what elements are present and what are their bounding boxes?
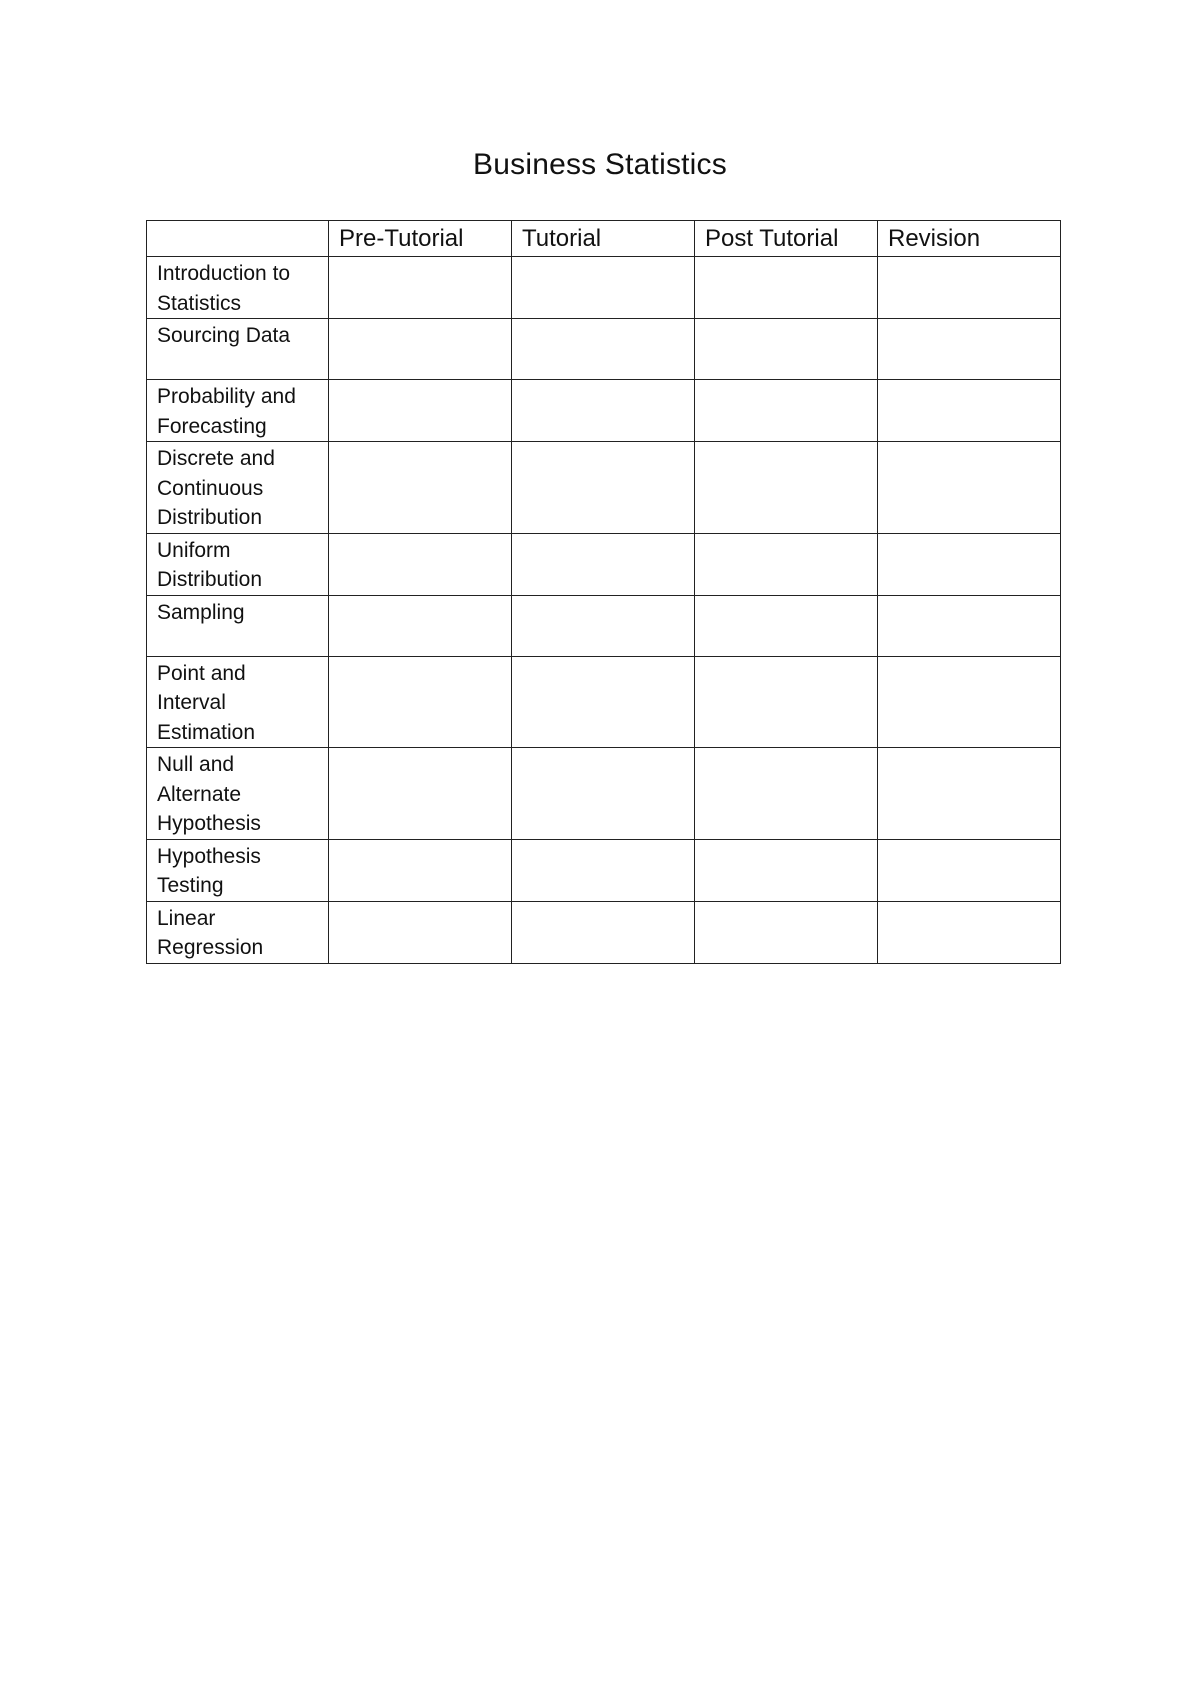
table-row: [147, 656, 1061, 748]
post-tutorial-cell: [695, 442, 878, 534]
topic-cell: Introduction to Statistics: [147, 257, 329, 319]
revision-cell: [878, 380, 1061, 442]
table-row: [147, 839, 1061, 901]
post-tutorial-cell: [695, 901, 878, 963]
tutorial-cell: [512, 901, 695, 963]
pre-tutorial-cell: [329, 533, 512, 595]
table-row: [147, 319, 1061, 380]
topic-cell: Sourcing Data: [147, 319, 329, 380]
revision-cell: [878, 257, 1061, 319]
table-row: [147, 595, 1061, 656]
pre-tutorial-cell: [329, 257, 512, 319]
page-title: Business Statistics: [473, 148, 727, 181]
study-tracker-table: [146, 220, 1061, 964]
header-cell-revision: Revision: [878, 221, 1061, 257]
table-row: [147, 257, 1061, 319]
pre-tutorial-cell: [329, 380, 512, 442]
revision-cell: [878, 656, 1061, 748]
topic-cell: Linear Regression: [147, 901, 329, 963]
tutorial-cell: [512, 595, 695, 656]
pre-tutorial-cell: [329, 901, 512, 963]
topic-cell: Null and Alternate Hypothesis: [147, 748, 329, 840]
tutorial-cell: [512, 839, 695, 901]
tutorial-cell: [512, 257, 695, 319]
table-row: [147, 380, 1061, 442]
post-tutorial-cell: [695, 748, 878, 840]
table-row: [147, 901, 1061, 963]
revision-cell: [878, 839, 1061, 901]
table-header-row: [147, 221, 1061, 257]
pre-tutorial-cell: [329, 748, 512, 840]
topic-cell: Probability and Forecasting: [147, 380, 329, 442]
revision-cell: [878, 442, 1061, 534]
tutorial-cell: [512, 380, 695, 442]
post-tutorial-cell: [695, 257, 878, 319]
table-row: [147, 442, 1061, 534]
tutorial-cell: [512, 533, 695, 595]
post-tutorial-cell: [695, 533, 878, 595]
post-tutorial-cell: [695, 380, 878, 442]
revision-cell: [878, 319, 1061, 380]
revision-cell: [878, 748, 1061, 840]
revision-cell: [878, 533, 1061, 595]
topic-cell: Uniform Distribution: [147, 533, 329, 595]
header-cell-topic: [147, 221, 329, 257]
topic-cell: Sampling: [147, 595, 329, 656]
revision-cell: [878, 595, 1061, 656]
tutorial-cell: [512, 656, 695, 748]
topic-cell: Hypothesis Testing: [147, 839, 329, 901]
tutorial-cell: [512, 319, 695, 380]
tutorial-cell: [512, 442, 695, 534]
post-tutorial-cell: [695, 656, 878, 748]
post-tutorial-cell: [695, 595, 878, 656]
topic-cell: Discrete and Continuous Distribution: [147, 442, 329, 534]
header-cell-pre-tutorial: Pre-Tutorial: [329, 221, 512, 257]
header-cell-post-tutorial: Post Tutorial: [695, 221, 878, 257]
pre-tutorial-cell: [329, 442, 512, 534]
post-tutorial-cell: [695, 839, 878, 901]
table-row: [147, 748, 1061, 840]
post-tutorial-cell: [695, 319, 878, 380]
revision-cell: [878, 901, 1061, 963]
pre-tutorial-cell: [329, 319, 512, 380]
table-row: [147, 533, 1061, 595]
pre-tutorial-cell: [329, 656, 512, 748]
pre-tutorial-cell: [329, 595, 512, 656]
header-cell-tutorial: Tutorial: [512, 221, 695, 257]
topic-cell: Point and Interval Estimation: [147, 656, 329, 748]
pre-tutorial-cell: [329, 839, 512, 901]
tutorial-cell: [512, 748, 695, 840]
